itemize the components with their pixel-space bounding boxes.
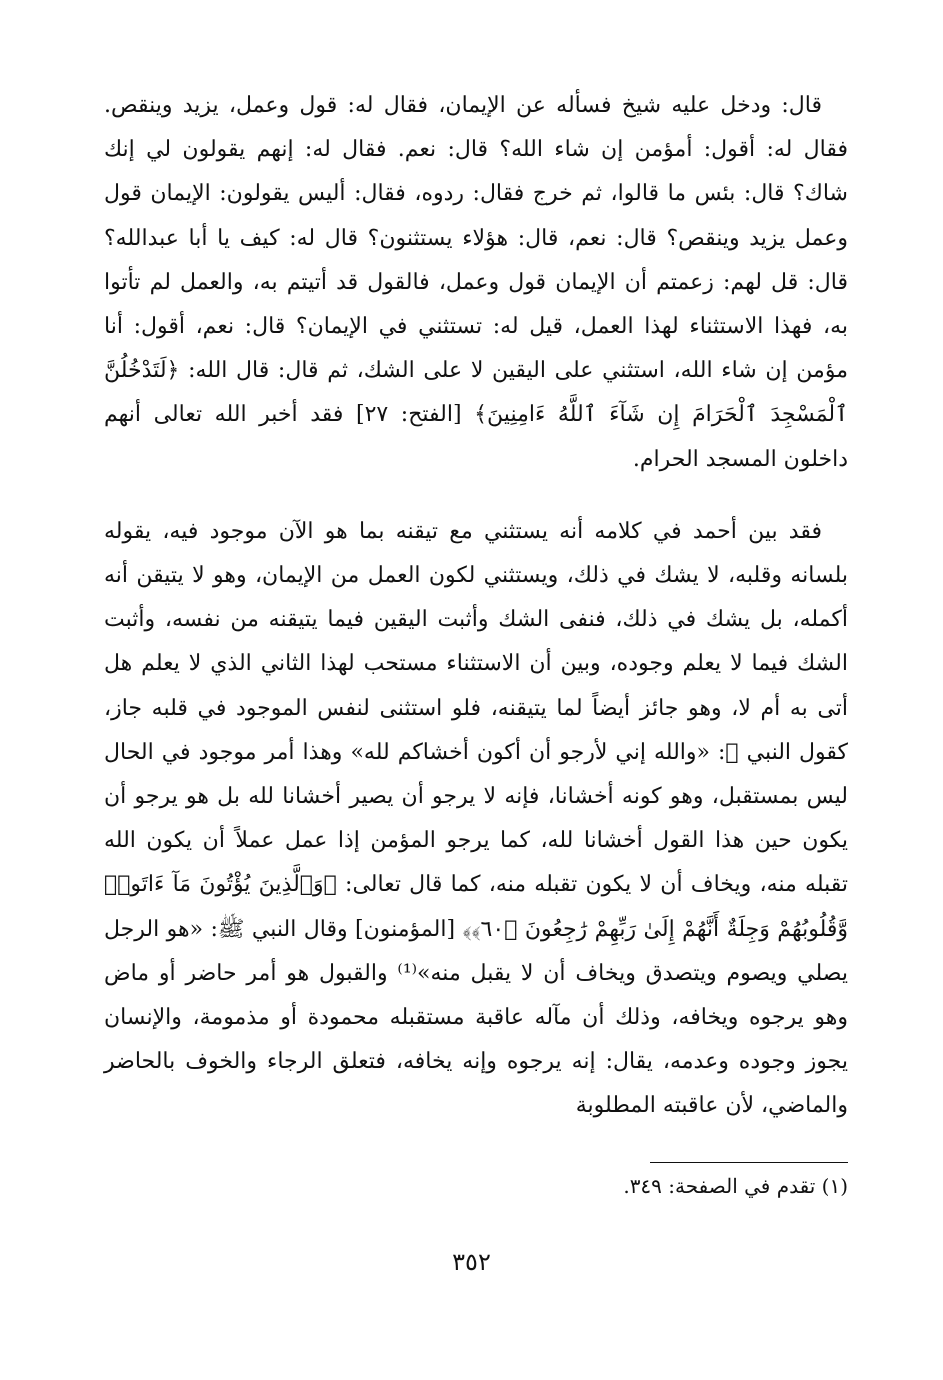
page-body	[104, 84, 848, 1129]
footnote: (١) تقدم في الصفحة: ٣٤٩.	[623, 1174, 848, 1198]
paragraph-1: قال: ودخل عليه شيخ فسأله عن الإيمان، فقال له: قول وعمل، يزيد وينقص. فقال له: أقول: أمؤمن إن شاء الله؟ قال: نعم. فقال له: إنهم يقولون لي إنك شاك؟ قال: بئس ما قالوا، ثم خرج فقال: ردوه، فقال: أليس يقولون: الإيمان قول وعمل يزيد وينقص؟ قال: نعم، قال: هؤلاء يستثنون؟ قال له: كيف يا أبا عبدالله؟ قال: قل لهم: زعمتم أن الإيمان قول وعمل، فالقول قد أتيتم به، والعمل لم تأتوا به، فهذا الاستثناء لهذا العمل، قيل له: تستثني في الإيمان؟ قال: نعم، أقول: أنا مؤمن إن شاء الله، استثني على اليقين لا على الشك، ثم قال: قال الله: ﴿لَتَدْخُلُنَّ ٱلْمَسْجِدَ ٱلْحَرَامَ إِن شَآءَ ٱللَّهُ ءَامِنِينَ﴾ [الفتح: ٢٧] فقد أخبر الله تعالى أنهم داخلون المسجد الحرام.	[104, 93, 849, 472]
page-number: ٣٥٢	[452, 1248, 491, 1276]
footnote-divider	[650, 1162, 848, 1163]
paragraph-2: فقد بين أحمد في كلامه أنه يستثني مع تيقنه بما هو الآن موجود فيه، يقوله بلسانه وقلبه، لا يشك في ذلك، ويستثني لكون العمل من الإيمان، وهو لا يتيقن أنه أكمله، بل يشك في ذلك، فنفى الشك وأثبت اليقين فيما يتيقنه من نفسه، وأثبت الشك فيما لا يعلم وجوده، وبين أن الاستثناء مستحب لهذا الثاني الذي لا يعلم هل أتى به أم لا، وهو جائز أيضاً لما يتيقنه، فلو استثنى لنفس الموجود في قلبه جاز، كقول النبي ﷺ: «والله إني لأرجو أن أكون أخشاكم لله» وهذا أمر موجود في الحال ليس بمستقبل، وهو كونه أخشانا، فإنه لا يرجو أن يصير أخشانا لله بل هو يرجو أن يكون حين هذا القول أخشانا لله، كما يرجو المؤمن إذا عمل عملاً أن يكون الله تقبله منه، ويخاف أن لا يكون تقبله منه، كما قال تعالى: ﴿وَٱلَّذِينَ يُؤْتُونَ مَآ ءَاتَوا۟ وَّقُلُوبُهُمْ وَجِلَةٌ أَنَّهُمْ إِلَىٰ رَبِّهِمْ رَٰجِعُونَ ﴿٦٠﴾﴾ [المؤمنون] وقال النبي ﷺ: «هو الرجل يصلي ويصوم ويتصدق ويخاف أن لا يقبل منه»⁽¹⁾ والقبول هو أمر حاضر أو ماض وهو يرجوه ويخافه، وذلك أن مآله عاقبة مستقبله محمودة أو مذمومة، والإنسان يجوز وجوده وعدمه، يقال: إنه يرجوه وإنه يخافه، فتعلق الرجاء والخوف بالحاضر والماضي، لأن عاقبته المطلوبة	[104, 518, 848, 1119]
